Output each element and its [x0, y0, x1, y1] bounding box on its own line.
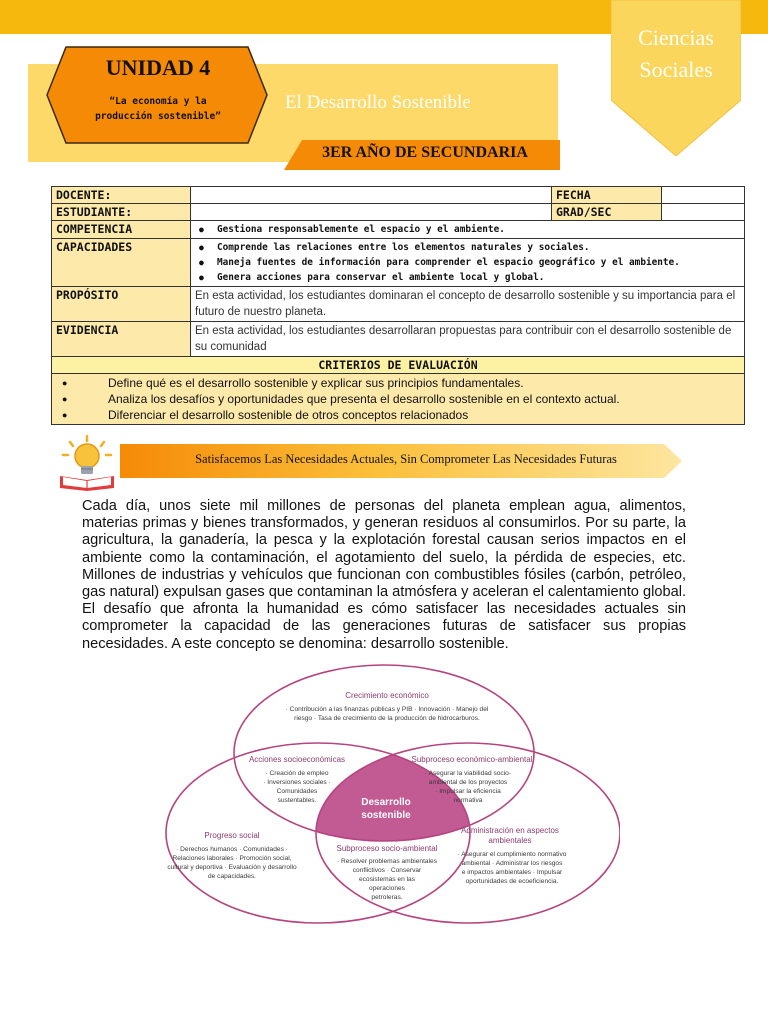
- capacidad-item: ● Maneja fuentes de información para comprender el espacio geográfico y el ambiente.: [195, 255, 740, 270]
- venn-center-label: Desarrollo: [361, 797, 411, 808]
- venn-sociamb-title: Subproceso socio-ambiental: [336, 844, 438, 853]
- venn-ecoamb-line: · Impulsar la eficiencia: [435, 788, 501, 795]
- venn-socioeco-title: Acciones socioeconómicas: [248, 755, 346, 764]
- capacidades-label: CAPACIDADES: [52, 239, 191, 287]
- subject-title: [611, 22, 741, 86]
- criterio-item: ● Diferenciar el desarrollo sostenible de otros conceptos relacionados: [56, 407, 740, 423]
- criterios-list: [52, 374, 745, 425]
- row-capacidades: [52, 239, 745, 287]
- venn-socioeco-line: sustentables.: [277, 797, 317, 804]
- proposito-label: PROPÓSITO: [52, 287, 191, 322]
- venn-env-line: ambiental · Administrar los riesgos: [461, 860, 563, 867]
- venn-socioeco-line: Comunidades: [276, 788, 318, 795]
- venn-ecoamb-title: Subproceso económico-ambiental: [411, 755, 533, 764]
- venn-social-title: Progreso social: [204, 831, 260, 840]
- venn-social-line: · Derechos humanos · Comunidades ·: [176, 846, 288, 853]
- fecha-label: FECHA: [552, 187, 662, 204]
- info-table: [51, 186, 745, 425]
- venn-sociamb-line: petroleras.: [371, 894, 403, 901]
- venn-socioeco-line: · Inversiones sociales ·: [263, 779, 331, 786]
- venn-sociamb-line: operaciones: [369, 885, 405, 892]
- venn-social-line: de capacidades.: [207, 873, 257, 880]
- competencia-list: [191, 221, 745, 239]
- gradsec-field[interactable]: [662, 204, 745, 221]
- fecha-field[interactable]: [662, 187, 745, 204]
- sustainable-development-venn: [150, 655, 620, 935]
- venn-ecoamb-line: ambiental de los proyectos: [428, 779, 508, 786]
- estudiante-label: ESTUDIANTE:: [52, 204, 191, 221]
- criterios-header: CRITERIOS DE EVALUACIÓN: [52, 357, 745, 374]
- docente-field[interactable]: [191, 187, 552, 204]
- docente-label: DOCENTE:: [52, 187, 191, 204]
- evidencia-text: En esta actividad, los estudiantes desarrollaran propuestas para contribuir con el desarrollo sostenible de su comunidad: [191, 322, 745, 357]
- venn-socioeco-line: · Creación de empleo: [265, 770, 329, 777]
- unit-subtitle: “La economía y la producción sostenible”: [95, 96, 221, 122]
- row-estudiante: [52, 204, 745, 221]
- evidencia-label: EVIDENCIA: [52, 322, 191, 357]
- venn-ecoamb-line: · Asegurar la viabilidad socio-: [424, 770, 512, 777]
- subject-line-1: Ciencias: [638, 25, 714, 50]
- competencia-label: COMPETENCIA: [52, 221, 191, 239]
- row-proposito: [52, 287, 745, 322]
- capacidades-list: [191, 239, 745, 287]
- capacidad-item: ● Genera acciones para conservar el ambiente local y global.: [195, 270, 740, 285]
- estudiante-field[interactable]: [191, 204, 552, 221]
- venn-env-line: e impactos ambientales · Impulsar: [461, 869, 563, 876]
- venn-sociamb-line: ecosistemas en las: [358, 876, 416, 883]
- body-paragraph: Cada día, unos siete mil millones de personas del planeta emplean agua, alimentos, materias primas y bienes transformados, y generan residuos al consumirlos. Por su parte, la agricultura, la ganadería, la pesca y la explotación forestal causan serios impactos en el ambiente como la contaminación, el agotamiento del suelo, la pérdida de especies, etc. Millones de industrias y vehículos que funcionan con combustibles fósiles (carbón, petróleo, gas natural) expulsan gases que contaminan la atmósfera y aceleran el calentamiento global. El desafío que afronta la humanidad es cómo satisfacer las necesidades actuales sin comprometer la capacidad de las generaciones futuras de satisfacer sus propias necesidades. A este concepto se denomina: desarrollo sostenible.: [82, 498, 686, 652]
- venn-env-line: · Asegurar el cumplimiento normativo: [457, 851, 567, 858]
- topic-title: El Desarrollo Sostenible: [285, 92, 471, 113]
- venn-env-title: Administración en aspectos: [461, 826, 559, 835]
- row-criterios-header: [52, 357, 745, 374]
- criterio-item: ● Analiza los desafíos y oportunidades que presenta el desarrollo sostenible en el contexto actual.: [56, 391, 740, 407]
- section-title: Satisfacemos Las Necesidades Actuales, Sin Comprometer Las Necesidades Futuras: [195, 452, 617, 466]
- venn-env-title: ambientales: [488, 836, 532, 845]
- venn-sociamb-line: · Resolver problemas ambientales: [336, 858, 438, 865]
- gradsec-label: GRAD/SEC: [552, 204, 662, 221]
- venn-ecoamb-line: normativa: [453, 797, 483, 804]
- competencia-item: ● Gestiona responsablemente el espacio y el ambiente.: [195, 222, 740, 237]
- venn-center-label: sostenible: [361, 810, 411, 821]
- subject-line-2: Sociales: [639, 57, 713, 82]
- capacidad-item: ● Comprende las relaciones entre los elementos naturales y sociales.: [195, 240, 740, 255]
- row-docente: [52, 187, 745, 204]
- row-criterios: [52, 374, 745, 425]
- venn-sociamb-line: conflictivos · Conservar: [352, 867, 422, 874]
- proposito-text: En esta actividad, los estudiantes dominaran el concepto de desarrollo sostenible y su importancia para el futuro de nuestro planeta.: [191, 287, 745, 322]
- venn-social-line: Relaciones laborales · Promoción social,: [172, 855, 292, 862]
- unit-title: UNIDAD 4: [105, 55, 211, 80]
- lightbulb-book-icon: [54, 434, 120, 492]
- criterio-item: ● Define qué es el desarrollo sostenible y explicar sus principios fundamentales.: [56, 375, 740, 391]
- row-competencia: [52, 221, 745, 239]
- venn-env-line: oportunidades de ecoeficiencia.: [465, 878, 559, 885]
- grade-label: 3ER AÑO DE SECUNDARIA: [322, 144, 528, 161]
- venn-social-line: cultural y deportiva · Evaluación y desarrollo: [167, 864, 297, 871]
- venn-economic-line: riesgo · Tasa de crecimiento de la producción de hidrocarburos.: [294, 715, 480, 722]
- row-evidencia: [52, 322, 745, 357]
- venn-economic-title: Crecimiento económico: [345, 691, 429, 700]
- venn-economic-line: · Contribución a las finanzas públicas y PIB · Innovación · Manejo del: [285, 706, 489, 713]
